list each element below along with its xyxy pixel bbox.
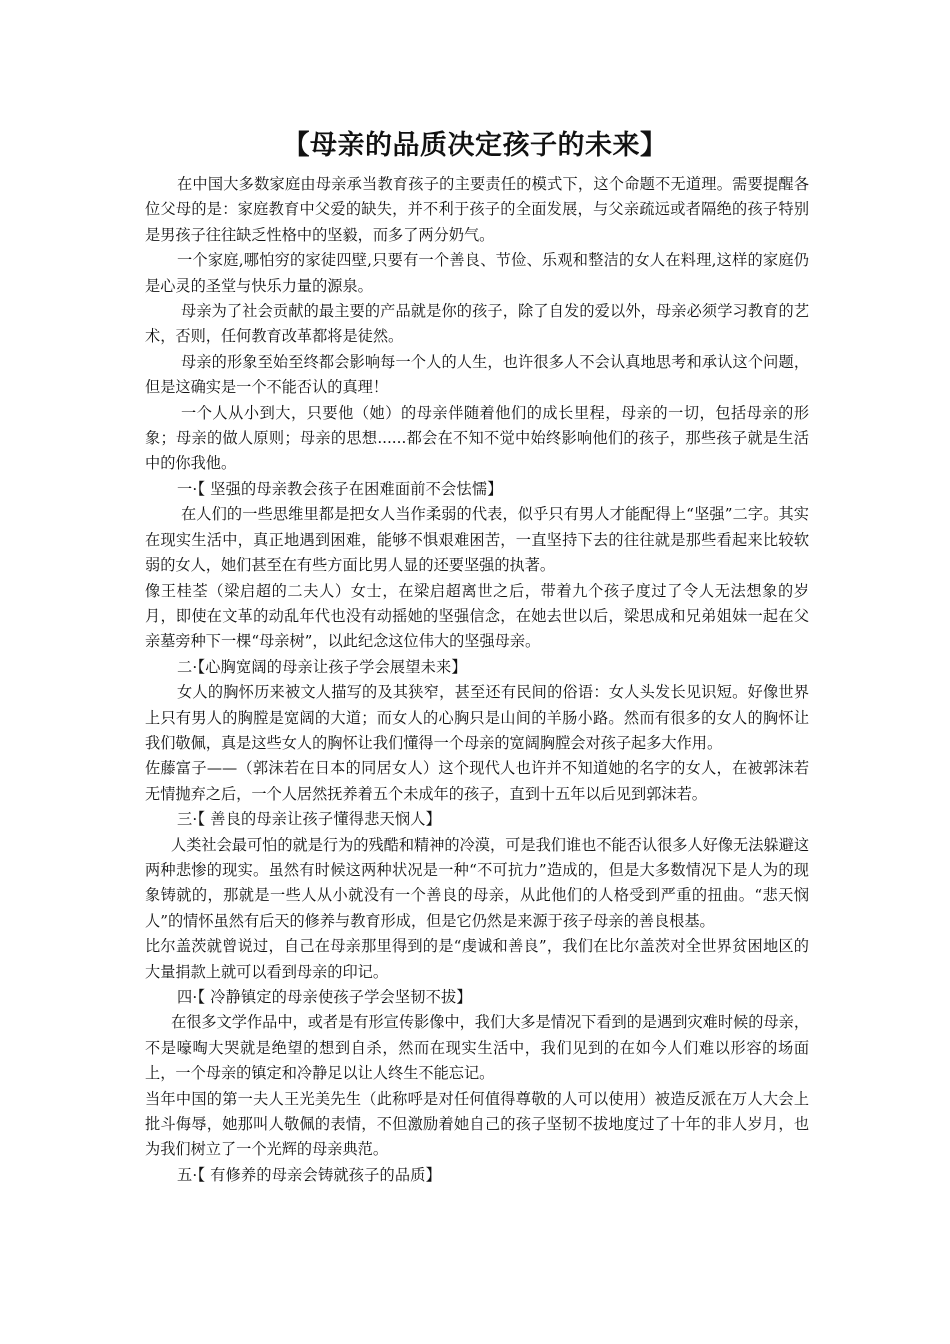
body-paragraph: 母亲为了社会贡献的最主要的产品就是你的孩子，除了自发的爱以外，母亲必须学习教育的艺术，否则，任何教育改革都将是徒然。 (145, 302, 809, 346)
document-title: 【母亲的品质决定孩子的未来】 (282, 130, 668, 161)
document-body (145, 172, 809, 1188)
section-heading: 二·【心胸宽阔的母亲让孩子学会展望未来】 (177, 657, 467, 676)
body-paragraph: 佐藤富子——（郭沫若在日本的同居女人）这个现代人也许并不知道她的名字的女人，在被郭沫若无情抛弃之后，一个人居然抚养着五个未成年的孩子，直到十五年以后见到郭沫若。 (145, 759, 809, 803)
body-paragraph: 一个人从小到大，只要他（她）的母亲伴随着他们的成长里程，母亲的一切，包括母亲的形象；母亲的做人原则；母亲的思想......都会在不知不觉中始终影响他们的孩子，那些孩子就是生活中的你我他。 (145, 403, 809, 473)
body-paragraph: 在人们的一些思维里都是把女人当作柔弱的代表，似乎只有男人才能配得上“坚强”二字。其实在现实生活中，真正地遇到困难，能够不惧艰难困苦，一直坚持下去的往往就是那些看起来比较软弱的女人，她们甚至在有些方面比男人显的还要坚强的执著。 (145, 505, 809, 575)
section-heading: 四·【 冷静镇定的母亲使孩子学会坚韧不拔】 (177, 988, 472, 1006)
section-heading: 五·【 有修养的母亲会铸就孩子的品质】 (177, 1165, 442, 1184)
body-paragraph: 像王桂荃（梁启超的二夫人）女士，在梁启超离世之后，带着九个孩子度过了令人无法想象的岁月，即使在文革的动乱年代也没有动摇她的坚强信念，在她去世以后，梁思成和兄弟姐妹一起在父亲墓旁种下一棵“母亲树”，以此纪念这位伟大的坚强母亲。 (145, 581, 809, 651)
section-heading: 三·【 善良的母亲让孩子懂得悲天悯人】 (177, 810, 442, 829)
body-paragraph: 当年中国的第一夫人王光美先生（此称呼是对任何值得尊敬的人可以使用）被造反派在万人大会上批斗侮辱，她那叫人敬佩的表情，不但激励着她自己的孩子坚韧不拔地度过了十年的非人岁月，也为我们树立了一个光辉的母亲典范。 (145, 1089, 809, 1159)
body-paragraph: 母亲的形象至始至终都会影响每一个人的人生，也许很多人不会认真地思考和承认这个问题，但是这确实是一个不能否认的真理！ (145, 352, 809, 397)
body-paragraph: 在很多文学作品中，或者是有形宣传影像中，我们大多是情况下看到的是遇到灾难时候的母亲，不是嚎啕大哭就是绝望的想到自杀，然而在现实生活中，我们见到的在如今人们难以形容的场面上，一个母亲的镇定和冷静足以让人终生不能忘记。 (145, 1013, 809, 1083)
body-paragraph: 人类社会最可怕的就是行为的残酷和精神的冷漠，可是我们谁也不能否认很多人好像无法躲避这两种悲惨的现实。虽然有时候这两种状况是一种“不可抗力”造成的，但是大多数情况下是人为的现象铸就的，那就是一些人从小就没有一个善良的母亲，从此他们的人格受到严重的扭曲。“悲天悯人”的情怀虽然有后天的修养与教育形成，但是它仍然是来源于孩子母亲的善良根基。 (145, 835, 809, 930)
body-paragraph: 一个家庭,哪怕穷的家徒四壁,只要有一个善良、节俭、乐观和整洁的女人在料理,这样的家庭仍是心灵的圣堂与快乐力量的源泉。 (145, 251, 809, 295)
body-paragraph: 在中国大多数家庭由母亲承当教育孩子的主要责任的模式下，这个命题不无道理。需要提醒各位父母的是：家庭教育中父爱的缺失，并不利于孩子的全面发展，与父亲疏远或者隔绝的孩子特别是男孩子往往缺乏性格中的坚毅，而多了两分奶气。 (145, 175, 809, 244)
body-paragraph: 比尔盖茨就曾说过，自己在母亲那里得到的是“虔诚和善良”，我们在比尔盖茨对全世界贫困地区的大量捐款上就可以看到母亲的印记。 (145, 937, 809, 981)
section-heading: 一·【 坚强的母亲教会孩子在困难面前不会怯懦】 (177, 479, 503, 498)
body-paragraph: 女人的胸怀历来被文人描写的及其狭窄，甚至还有民间的俗语：女人头发长见识短。好像世界上只有男人的胸膛是宽阔的大道；而女人的心胸只是山间的羊肠小路。然而有很多的女人的胸怀让我们敬佩，真是这些女人的胸怀让我们懂得一个母亲的宽阔胸膛会对孩子起多大作用。 (145, 683, 809, 752)
